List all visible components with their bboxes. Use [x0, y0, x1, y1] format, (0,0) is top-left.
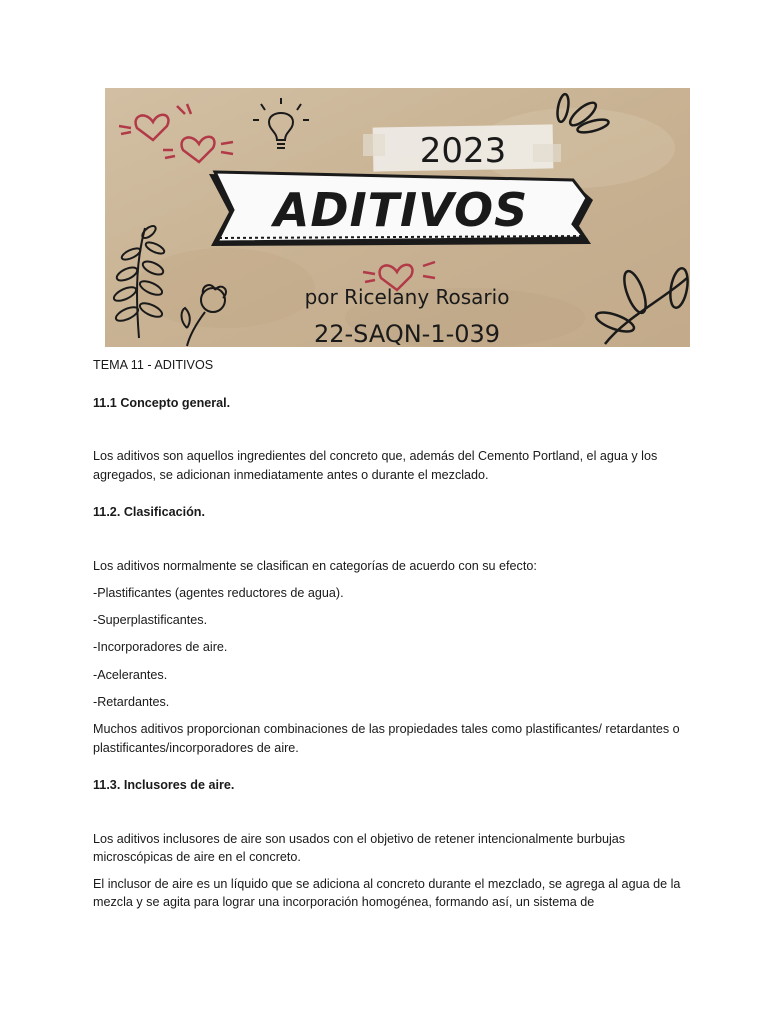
banner-year: 2023 [419, 131, 507, 171]
paragraph: Los aditivos son aquellos ingredientes del concreto que, además del Cemento Portland, el agua y los agregados, se adicionan inmediatamente antes o durante el mezclado. [93, 449, 658, 482]
paragraph: Los aditivos normalmente se clasifican en categorías de acuerdo con su efecto: [93, 558, 537, 573]
list-item: -Retardantes. [93, 694, 170, 709]
section-heading-inclusores: 11.3. Inclusores de aire. [93, 778, 235, 793]
list-item: -Acelerantes. [93, 667, 168, 682]
banner-title: ADITIVOS [273, 183, 529, 237]
banner-code: 22-SAQN-1-039 [313, 320, 501, 347]
paragraph: Los aditivos inclusores de aire son usados con el objetivo de retener intencionalmente burbujas microscópicas de aire en el concreto. [93, 831, 626, 865]
list-item: -Superplastificantes. [93, 613, 208, 628]
section-heading-clasificacion: 11.2. Clasificación. [93, 505, 206, 519]
list-item: -Incorporadores de aire. [93, 640, 228, 655]
document-body [93, 356, 683, 931]
topic-title: TEMA 11 - ADITIVOS [93, 358, 214, 372]
paragraph: El inclusor de aire es un líquido que se adiciona al concreto durante el mezclado, se agrega al agua de la mezcla y se agita para lograr una incorporación homogénea, formando así, un sistema de [93, 876, 681, 910]
list-item: -Plastificantes (agentes reductores de agua). [93, 585, 344, 600]
section-heading-concepto: 11.1 Concepto general. [93, 395, 231, 410]
paragraph: Muchos aditivos proporcionan combinaciones de las propiedades tales como plastificantes/ retardantes o plastificantes/incorporadores de aire. [93, 722, 680, 755]
banner-author: por Ricelany Rosario [304, 285, 510, 309]
cover-banner [105, 88, 690, 347]
